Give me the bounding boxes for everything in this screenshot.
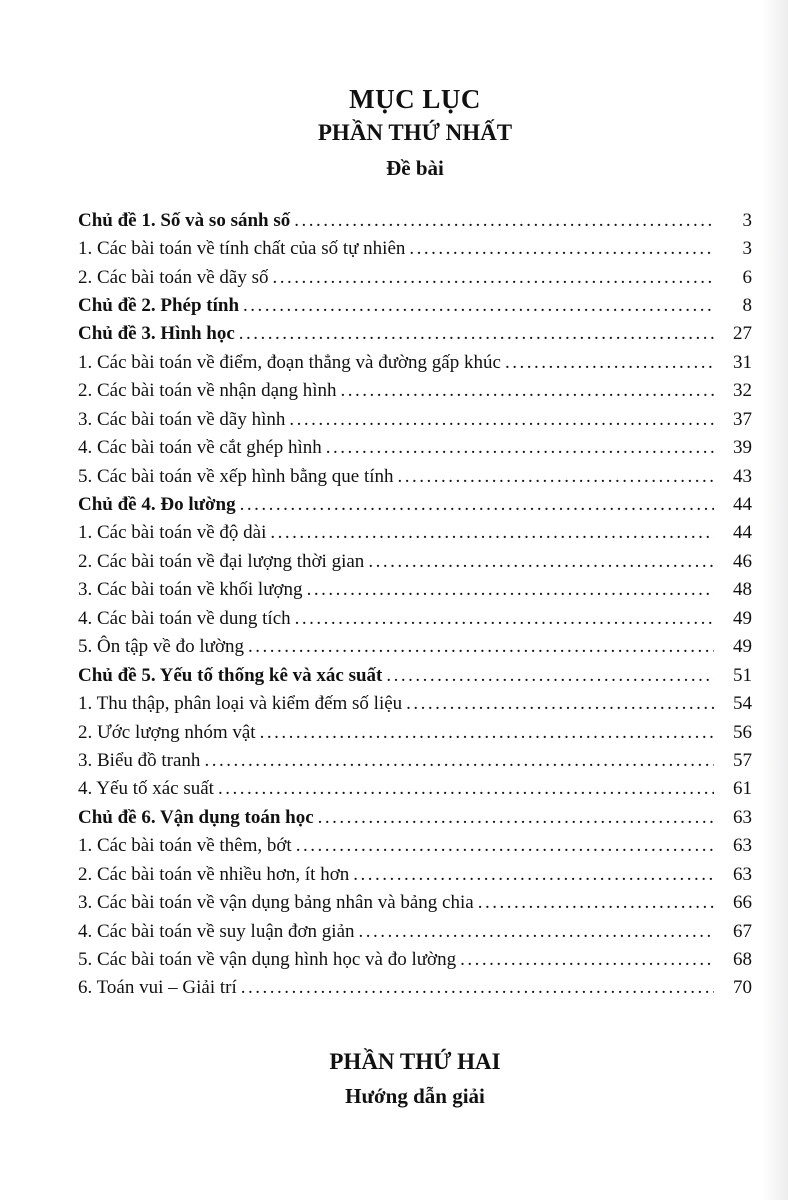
toc-entry-page: 63 xyxy=(733,806,752,828)
toc-entry xyxy=(78,377,752,405)
toc-entry-label: Chủ đề 4. Đo lường xyxy=(78,494,236,515)
toc-entry-label: 1. Các bài toán về thêm, bớt xyxy=(78,835,292,857)
toc-entry xyxy=(78,775,752,803)
toc-entry-page: 51 xyxy=(733,664,752,686)
toc-entry-page: 37 xyxy=(733,408,752,430)
toc-leader-dots xyxy=(398,463,714,491)
toc-entry-label: Chủ đề 6. Vận dụng toán học xyxy=(78,806,314,828)
toc-entry-page: 27 xyxy=(733,323,752,345)
toc-leader-dots xyxy=(270,519,714,547)
toc-entry xyxy=(78,491,752,519)
toc-entry xyxy=(78,861,752,889)
toc-entry xyxy=(78,264,752,292)
toc-entry-page: 46 xyxy=(733,550,752,572)
toc-entry-page: 39 xyxy=(733,437,752,459)
toc-leader-dots xyxy=(218,775,714,803)
toc-entry-page: 70 xyxy=(733,977,752,999)
toc-leader-dots xyxy=(307,576,714,604)
toc-entry xyxy=(78,463,752,491)
toc-leader-dots xyxy=(359,918,714,946)
toc-leader-dots xyxy=(353,861,714,889)
toc-entry-page: 56 xyxy=(733,721,752,743)
toc-entry-page: 63 xyxy=(733,863,752,885)
toc-entry-label: 4. Các bài toán về suy luận đơn giản xyxy=(78,920,355,942)
toc-entry-page: 67 xyxy=(733,920,752,942)
toc-entry xyxy=(78,576,752,604)
toc-entry-page: 68 xyxy=(733,949,752,970)
toc-entry xyxy=(78,889,752,917)
toc-leader-dots xyxy=(460,946,714,974)
toc-entry-label: 4. Các bài toán về dung tích xyxy=(78,607,291,629)
toc-leader-dots xyxy=(243,292,714,320)
toc-leader-dots xyxy=(341,377,714,405)
toc-leader-dots xyxy=(406,690,714,718)
toc-leader-dots xyxy=(295,605,714,633)
toc-entry-page: 31 xyxy=(733,351,752,373)
toc-entry-page: 63 xyxy=(733,835,752,857)
toc-leader-dots xyxy=(239,320,714,348)
toc-entry-page: 6 xyxy=(742,266,752,288)
toc-leader-dots xyxy=(240,491,714,519)
toc-entry-label: Chủ đề 1. Số và so sánh số xyxy=(78,209,291,231)
toc-entry-label: 1. Các bài toán về điểm, đoạn thẳng và đường gấp khúc xyxy=(78,351,501,373)
toc-entry xyxy=(78,662,752,690)
toc-entry xyxy=(78,235,752,263)
toc-entry xyxy=(78,207,752,235)
toc-entry xyxy=(78,406,752,434)
toc-entry-label: 5. Các bài toán về xếp hình bằng que tính xyxy=(78,465,394,487)
toc-entry-label: Chủ đề 3. Hình học xyxy=(78,323,235,345)
toc-entry-label: 3. Các bài toán về khối lượng xyxy=(78,579,303,601)
part-one-heading: PHẦN THỨ NHẤT xyxy=(317,120,513,146)
toc-leader-dots xyxy=(478,889,714,917)
toc-entry xyxy=(78,832,752,860)
toc-entry-page: 49 xyxy=(733,607,752,629)
toc-entry xyxy=(78,292,752,320)
toc-entry-label: 5. Ôn tập về đo lường xyxy=(78,636,244,658)
toc-entry-label: 3. Biểu đồ tranh xyxy=(78,749,201,771)
toc-entry-label: 5. Các bài toán về vận dụng hình học và đo lường xyxy=(78,949,457,970)
toc-entry xyxy=(78,349,752,377)
toc-entry-page: 54 xyxy=(733,693,752,715)
toc-entry xyxy=(78,804,752,832)
toc-leader-dots xyxy=(272,264,714,292)
toc-entry xyxy=(78,519,752,547)
toc-leader-dots xyxy=(386,662,714,690)
toc-entry-label: 2. Các bài toán về đại lượng thời gian xyxy=(78,550,365,572)
toc-leader-dots xyxy=(204,747,714,775)
toc-entry-label: 1. Các bài toán về tính chất của số tự nhiên xyxy=(78,238,406,260)
toc-entry-label: 4. Các bài toán về cắt ghép hình xyxy=(78,437,322,459)
toc-leader-dots xyxy=(294,207,714,235)
toc-leader-dots xyxy=(289,406,714,434)
footer-block xyxy=(78,1049,752,1109)
toc-entry-label: 4. Yếu tố xác suất xyxy=(78,778,214,800)
toc-entry-page: 61 xyxy=(733,778,752,800)
toc-entry-label: 3. Các bài toán về dãy hình xyxy=(78,408,286,430)
toc-entry xyxy=(78,690,752,718)
toc-list xyxy=(78,207,752,1003)
toc-entry xyxy=(78,974,752,1002)
toc-entry xyxy=(78,747,752,775)
toc-entry-label: 1. Các bài toán về độ dài xyxy=(78,522,267,544)
toc-entry-label: 6. Toán vui – Giải trí xyxy=(78,977,237,999)
title-block xyxy=(78,84,752,181)
part-one-subheading: Đề bài xyxy=(386,156,444,181)
toc-entry-label: 3. Các bài toán về vận dụng bảng nhân và bảng chia xyxy=(78,892,474,914)
toc-leader-dots xyxy=(318,804,714,832)
toc-entry xyxy=(78,633,752,661)
toc-entry-page: 32 xyxy=(733,380,752,402)
toc-entry-label: Chủ đề 2. Phép tính xyxy=(78,294,240,316)
toc-leader-dots xyxy=(248,633,714,661)
toc-leader-dots xyxy=(260,719,714,747)
toc-leader-dots xyxy=(296,832,714,860)
toc-entry-label: 2. Các bài toán về nhận dạng hình xyxy=(78,380,337,402)
toc-entry-page: 66 xyxy=(733,892,752,914)
toc-leader-dots xyxy=(241,974,714,1002)
toc-entry-label: 1. Thu thập, phân loại và kiểm đếm số liệu xyxy=(78,693,403,715)
toc-entry xyxy=(78,946,752,974)
toc-entry-page: 8 xyxy=(742,294,752,316)
toc-leader-dots xyxy=(326,434,714,462)
toc-entry-page: 57 xyxy=(733,749,752,771)
toc-entry-page: 44 xyxy=(733,522,752,544)
toc-leader-dots xyxy=(368,548,714,576)
toc-leader-dots xyxy=(505,349,714,377)
toc-entry-page: 3 xyxy=(742,238,752,260)
toc-leader-dots xyxy=(409,235,714,263)
toc-entry xyxy=(78,320,752,348)
toc-entry-label: 2. Ước lượng nhóm vật xyxy=(78,721,256,743)
toc-entry-page: 49 xyxy=(733,636,752,658)
toc-entry xyxy=(78,548,752,576)
toc-entry xyxy=(78,605,752,633)
part-two-heading: PHẦN THỨ HAI xyxy=(329,1048,501,1074)
toc-entry-label: Chủ đề 5. Yếu tố thống kê và xác suất xyxy=(78,664,383,686)
toc-entry xyxy=(78,719,752,747)
toc-entry-label: 2. Các bài toán về nhiều hơn, ít hơn xyxy=(78,863,350,885)
part-two-subheading: Hướng dẫn giải xyxy=(345,1084,485,1109)
toc-entry-label: 2. Các bài toán về dãy số xyxy=(78,266,269,288)
toc-entry-page: 48 xyxy=(733,579,752,601)
page-title: MỤC LỤC xyxy=(349,84,481,114)
toc-entry-page: 44 xyxy=(733,494,752,515)
toc-entry-page: 43 xyxy=(733,465,752,487)
toc-entry-page: 3 xyxy=(742,209,752,231)
toc-entry xyxy=(78,434,752,462)
toc-entry xyxy=(78,918,752,946)
